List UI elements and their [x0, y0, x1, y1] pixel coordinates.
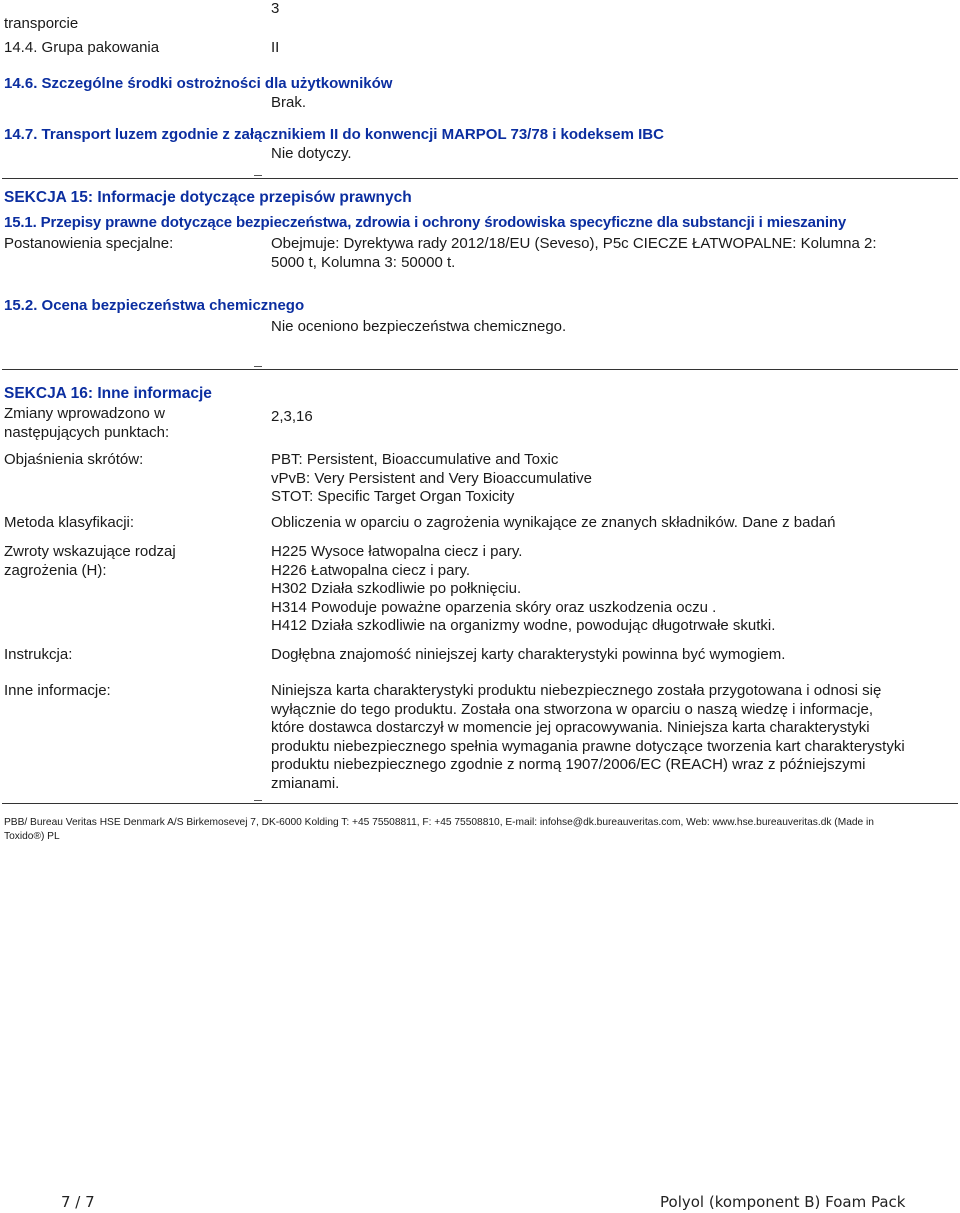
subsection-15-2-title: 15.2. Ocena bezpieczeństwa chemicznego	[4, 297, 305, 314]
transport-class-label-cont: transporcie	[4, 15, 79, 32]
special-precautions-title: 14.6. Szczególne środki ostrożności dla użytkowników	[4, 75, 393, 92]
hazard-statements-label: Zwroty wskazujące rodzaj zagrożenia (H):	[4, 543, 176, 579]
hazard-statements-list: H225 Wysoce łatwopalna ciecz i pary. H226 Łatwopalna ciecz i pary. H302 Działa szkodliwie po połknięciu. H314 Powoduje poważne oparzenia skóry oraz uszkodzenia oczu . H412 Działa szkodliwie na organizmy wodne, powodując długotrwałe skutki.	[271, 543, 776, 634]
separator-tick	[254, 800, 262, 801]
instruction-label: Instrukcja:	[4, 646, 73, 663]
classification-method-value: Obliczenia w oparciu o zagrożenia wynikające ze znanych składników. Dane z badań	[271, 514, 836, 531]
changes-label: Zmiany wprowadzono w następujących punktach:	[4, 405, 170, 441]
section-divider	[2, 178, 958, 179]
footer-divider	[2, 803, 958, 804]
abbreviations-list: PBT: Persistent, Bioaccumulative and Toxic vPvB: Very Persistent and Very Bioaccumulative STOT: Specific Target Organ Toxicity	[271, 451, 592, 505]
separator-tick	[254, 175, 262, 176]
special-provisions-label: Postanowienia specjalne:	[4, 235, 174, 252]
marpol-title: 14.7. Transport luzem zgodnie z załącznikiem II do konwencji MARPOL 73/78 i kodeksem IBC	[4, 126, 664, 143]
page-number: 7 / 7	[61, 1193, 95, 1211]
special-provisions-text: Obejmuje: Dyrektywa rady 2012/18/EU (Seveso), P5c CIECZE ŁATWOPALNE: Kolumna 2: 5000 t, Kolumna 3: 50000 t.	[271, 235, 877, 271]
product-name: Polyol (komponent B) Foam Pack	[660, 1193, 906, 1211]
instruction-value: Dogłębna znajomość niniejszej karty charakterystyki powinna być wymogiem.	[271, 646, 786, 663]
transport-class-value: 3	[271, 0, 280, 17]
changes-value: 2,3,16	[271, 408, 313, 425]
other-info-text: Niniejsza karta charakterystyki produktu niebezpiecznego została przygotowana i odnosi się wyłącznie do tego produktu. Została ona stworzona w oparciu o naszą wiedzę i informacje, które dostawca dostarczył w momencie jej opracowywania. Niniejsza karta charakterystyki produktu niebezpiecznego spełnia wymagania prawne dotyczące tworzenia kart charakterystyki produktu niebezpiecznego zgodnie z normą 1907/2006/EC (REACH) wraz z późniejszymi zmianami.	[271, 682, 905, 792]
packing-group-label: 14.4. Grupa pakowania	[4, 39, 160, 56]
section-divider	[2, 369, 958, 370]
other-info-label: Inne informacje:	[4, 682, 111, 699]
footer-address: PBB/ Bureau Veritas HSE Denmark A/S Birkemosevej 7, DK-6000 Kolding T: +45 75508811, F: +45 75508810, E-mail: infohse@dk.bureauveritas.com, Web: www.hse.bureauveritas.dk (Made in Toxido®) PL	[4, 817, 874, 842]
abbreviations-label: Objaśnienia skrótów:	[4, 451, 144, 468]
classification-method-label: Metoda klasyfikacji:	[4, 514, 135, 531]
subsection-15-1-title: 15.1. Przepisy prawne dotyczące bezpieczeństwa, zdrowia i ochrony środowiska specyficzne dla substancji i mieszaniny	[4, 214, 847, 231]
special-precautions-value: Brak.	[271, 94, 307, 111]
section-16-title: SEKCJA 16: Inne informacje	[4, 385, 212, 402]
marpol-value: Nie dotyczy.	[271, 145, 352, 162]
chemical-safety-assessment-value: Nie oceniono bezpieczeństwa chemicznego.	[271, 318, 567, 335]
packing-group-value: II	[271, 39, 280, 56]
separator-tick	[254, 366, 262, 367]
section-15-title: SEKCJA 15: Informacje dotyczące przepisów prawnych	[4, 189, 412, 206]
